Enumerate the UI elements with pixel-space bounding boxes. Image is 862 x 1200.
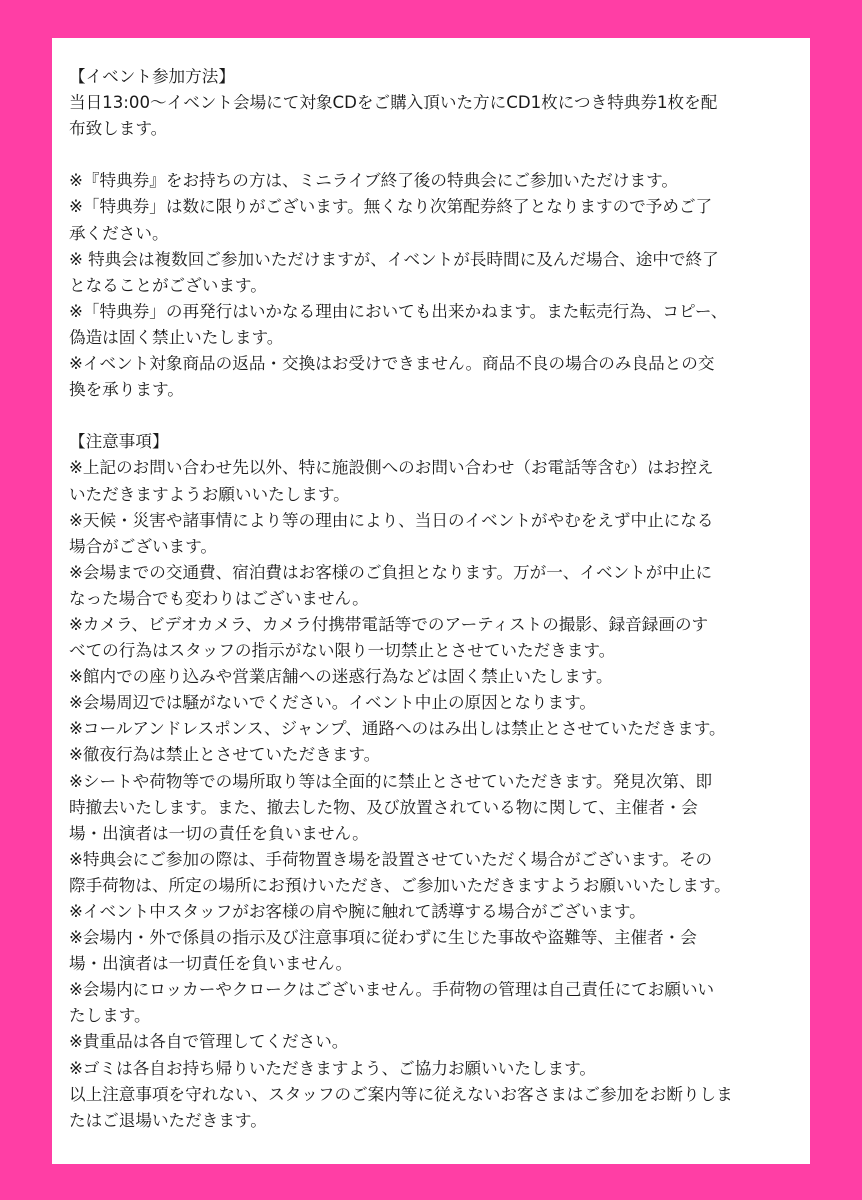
caution-line: ※上記のお問い合わせ先以外、特に施設側へのお問い合わせ（お電話等含む）はお控え: [69, 458, 714, 478]
participation-intro-line-2: 布致します。: [69, 119, 168, 139]
participation-note-line: ※「特典券」の再発行はいかなる理由においても出来かねます。また転売行為、コピー、: [69, 301, 728, 321]
caution-line: 時撤去いたします。また、撤去した物、及び放置されている物に関して、主催者・会: [69, 797, 698, 817]
participation-intro-line-1: 当日13:00〜イベント会場にて対象CDをご購入頂いた方にCD1枚につき特典券1枚を配: [69, 93, 718, 113]
participation-heading: 【イベント参加方法】: [69, 67, 235, 86]
caution-line: ※天候・災害や諸事情により等の理由により、当日のイベントがやむをえず中止になる: [69, 510, 714, 530]
caution-line: ※館内での座り込みや営業店舗への迷惑行為などは固く禁止いたします。: [69, 667, 613, 687]
participation-notes: [69, 168, 800, 403]
caution-line: ※徹夜行為は禁止とさせていただきます。: [69, 745, 381, 765]
spacer: [69, 142, 800, 168]
cautions-heading: 【注意事項】: [69, 432, 169, 452]
cautions-list: [69, 455, 800, 1133]
caution-line: べての行為はスタッフの指示がない限り一切禁止とさせていただきます。: [69, 641, 616, 661]
participation-note-line: ※ 特典会は複数回ご参加いただけますが、イベントが長時間に及んだ場合、途中で終了: [69, 249, 719, 269]
notice-card: [52, 38, 810, 1164]
caution-line: たはご退場いただきます。: [69, 1110, 267, 1130]
caution-line: 際手荷物は、所定の場所にお預けいただき、ご参加いただきますようお願いいたします。: [69, 875, 731, 895]
caution-line: 以上注意事項を守れない、スタッフのご案内等に従えないお客さまはご参加をお断りしま: [69, 1084, 733, 1104]
caution-line: たします。: [69, 1006, 151, 1026]
caution-line: ※会場内・外で係員の指示及び注意事項に従わずに生じた事故や盗難等、主催者・会: [69, 928, 697, 948]
caution-line: ※シートや荷物等での場所取り等は全面的に禁止とさせていただきます。発見次第、即: [69, 771, 713, 791]
caution-line: 場合がございます。: [69, 536, 218, 556]
participation-note-line: となることがございます。: [69, 275, 267, 295]
caution-line: ※ゴミは各自お持ち帰りいただきますよう、ご協力お願いいたします。: [69, 1058, 596, 1078]
participation-intro: [69, 90, 800, 142]
caution-line: ※特典会にご参加の際は、手荷物置き場を設置させていただく場合がございます。その: [69, 849, 713, 869]
spacer: [69, 403, 800, 429]
caution-line: ※会場までの交通費、宿泊費はお客様のご負担となります。万が一、イベントが中止に: [69, 562, 713, 582]
participation-note-line: 偽造は固く禁止いたします。: [69, 327, 284, 347]
caution-line: なった場合でも変わりはございません。: [69, 588, 369, 608]
caution-line: ※イベント中スタッフがお客様の肩や腕に触れて誘導する場合がございます。: [69, 902, 646, 921]
participation-note-line: ※「特典券」は数に限りがございます。無くなり次第配券終了となりますので予めご了: [69, 197, 713, 217]
caution-line: ※カメラ、ビデオカメラ、カメラ付携帯電話等でのアーティストの撮影、録音録画のす: [69, 614, 709, 634]
participation-note-line: 換を承ります。: [69, 380, 184, 400]
caution-line: ※貴重品は各自で管理してください。: [69, 1032, 349, 1052]
participation-note-line: 承ください。: [69, 223, 169, 243]
participation-note-line: ※イベント対象商品の返品・交換はお受けできません。商品不良の場合のみ良品との交: [69, 354, 715, 374]
caution-line: ※会場内にロッカーやクロークはございません。手荷物の管理は自己責任にてお願いい: [69, 980, 715, 1000]
caution-line: 場・出演者は一切責任を負いません。: [69, 954, 353, 974]
participation-note-line: ※『特典券』をお持ちの方は、ミニライブ終了後の特典会にご参加いただけます。: [69, 171, 678, 191]
caution-line: 場・出演者は一切の責任を負いません。: [69, 823, 369, 843]
caution-line: ※会場周辺では騒がないでください。イベント中止の原因となります。: [69, 693, 596, 713]
caution-line: ※コールアンドレスポンス、ジャンプ、通路へのはみ出しは禁止とさせていただきます。: [69, 719, 726, 739]
caution-line: いただきますようお願いいたします。: [69, 484, 350, 504]
